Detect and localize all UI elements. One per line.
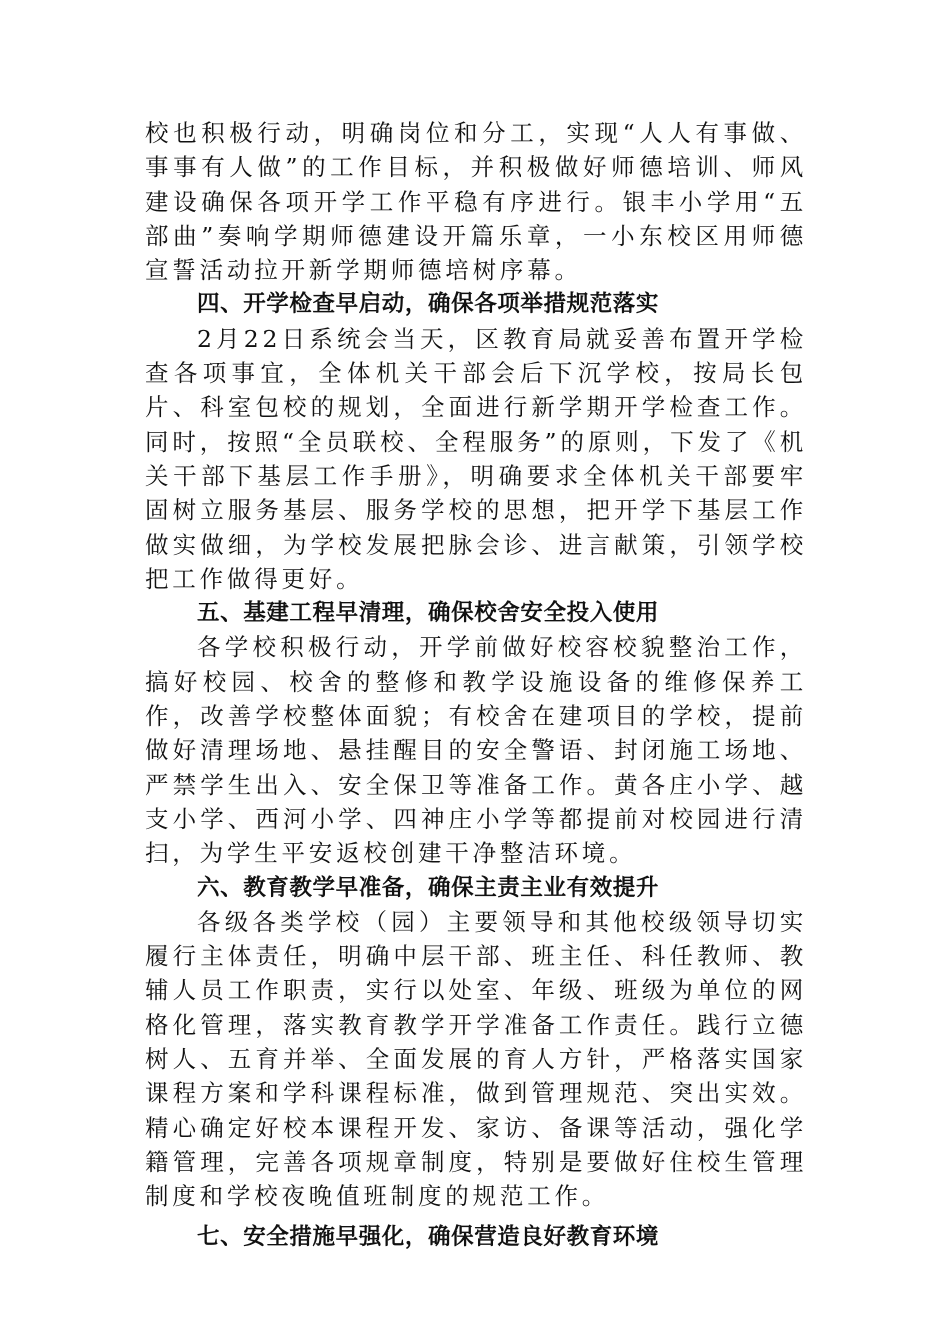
document-page xyxy=(145,116,807,1254)
paragraph-opening-inspection: 2月22日系统会当天，区教育局就妥善布置开学检查各项事宜，全体机关干部会后下沉学校，按局长包片、科室包校的规划，全面进行新学期开学检查工作。同时，按照“全员联校、全程服务”的原则，下发了《机关干部下基层工作手册》，明确要求全体机关干部要牢固树立服务基层、服务学校的思想，把开学下基层工作做实做细，为学校发展把脉会诊、进言献策，引领学校把工作做得更好。 xyxy=(145,324,807,593)
heading-section-5: 五、基建工程早清理，确保校舍安全投入使用 xyxy=(197,600,660,627)
heading-section-7: 七、安全措施早强化，确保营造良好教育环境 xyxy=(197,1223,660,1250)
heading-section-6: 六、教育教学早准备，确保主责主业有效提升 xyxy=(197,874,660,901)
heading-section-4: 四、开学检查早启动，确保各项举措规范落实 xyxy=(197,291,660,318)
paragraph-teacher-ethics-continued: 校也积极行动，明确岗位和分工，实现“人人有事做、事事有人做”的工作目标，并积极做好师德培训、师风建设确保各项开学工作平稳有序进行。银丰小学用“五部曲”奏响学期师德建设开篇乐章，一小东校区用师德宣誓活动拉开新学期师德培树序幕。 xyxy=(145,119,807,285)
paragraph-construction-cleanup: 各学校积极行动，开学前做好校容校貌整治工作，搞好校园、校舍的整修和教学设施设备的维修保养工作，改善学校整体面貌；有校舍在建项目的学校，提前做好清理场地、悬挂醒目的安全警语、封闭施工场地、严禁学生出入、安全保卫等准备工作。黄各庄小学、越支小学、西河小学、四神庄小学等都提前对校园进行清扫，为学生平安返校创建干净整洁环境。 xyxy=(145,633,807,868)
paragraph-teaching-preparation: 各级各类学校（园）主要领导和其他校级领导切实履行主体责任，明确中层干部、班主任、科任教师、教辅人员工作职责，实行以处室、年级、班级为单位的网格化管理，落实教育教学开学准备工作责任。践行立德树人、五育并举、全面发展的育人方针，严格落实国家课程方案和学科课程标准，做到管理规范、突出实效。精心确定好校本课程开发、家访、备课等活动，强化学籍管理，完善各项规章制度，特别是要做好住校生管理制度和学校夜晚值班制度的规范工作。 xyxy=(145,907,807,1211)
